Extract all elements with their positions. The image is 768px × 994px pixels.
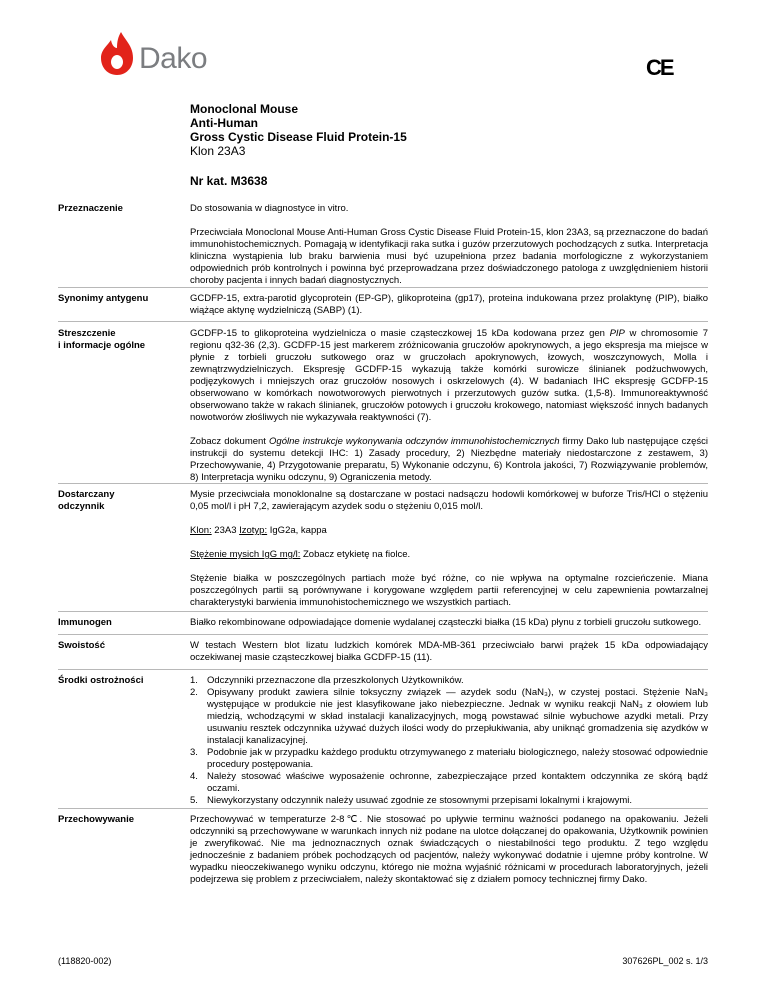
- precaution-item: [190, 687, 708, 747]
- dostarczany-label-line1: Dostarczany: [58, 489, 115, 500]
- catalog-number: Nr kat. M3638: [190, 174, 268, 188]
- section-label-srodki: Środki ostrożności: [58, 675, 144, 686]
- precaution-text: Niewykorzystany odczynnik należy usuwać zgodnie ze stosownymi przepisami lokalnymi i krajowymi.: [207, 795, 633, 806]
- stezenie-label: Stężenie mysich IgG mg/l:: [190, 549, 301, 560]
- precaution-text: Odczynniki przeznaczone dla przeszkolonych Użytkowników.: [207, 675, 464, 686]
- gene-name: PIP: [609, 328, 625, 339]
- precaution-text: Podobnie jak w przypadku każdego produktu otrzymywanego z materiału biologicznego, należy stosować odpowiednie procedury postępowania.: [207, 747, 708, 770]
- dostarczany-p1: Mysie przeciwciała monoklonalne są dostarczane w postaci nadsączu hodowli komórkowej w buforze Tris/HCl o stężeniu 0,05 mol/l i pH 7,2, zawierającym azydek sodu o stężeniu 0,015 mol/l.: [190, 489, 708, 512]
- precaution-text: Należy stosować właściwe wyposażenie ochronne, zabezpieczające przed kontaktem odczynnika ze skórą bądź oczami.: [207, 771, 708, 794]
- product-title: [190, 102, 407, 158]
- divider: [58, 611, 708, 612]
- dostarczany-klon-izotyp: Klon: 23A3 Izotyp: IgG2a, kappa: [190, 525, 327, 536]
- section-label-dostarczany: [58, 489, 115, 513]
- streszczenie-label-line2: i informacje ogólne: [58, 340, 146, 351]
- dostarczany-stezenie: Stężenie mysich IgG mg/l: Zobacz etykietę na fiolce.: [190, 549, 411, 560]
- precaution-number: 2.: [190, 687, 198, 698]
- section-body-synonimy: GCDFP-15, extra-parotid glycoprotein (EP-GP), glikoproteina (gp17), proteina indukowana przez prolaktynę (PIP), białko wiążące aktynę wydzielniczą (SABP) (1).: [190, 293, 708, 316]
- section-body-dostarczany: [190, 489, 708, 609]
- klon-label: Klon:: [190, 525, 212, 536]
- streszczenie-p1: GCDFP-15 to glikoproteina wydzielnicza o masie cząsteczkowej 15 kDa kodowana przez gen PIP w chromosomie 7 regionu q32-36 (2,3). GCDFP-15 jest markerem zróżnicowania gruczołów apokrynowych, a jego ekspresja ma miejsce w płynie z torbieli gruczołu sutkowego oraz w gruczołach apokrynowych, łzowych, woszczynowych, Molla i zewnątrzwydzielniczych. Ekspresję GCDFP-15 wykazują także komórki surowicze ślinianek podżuchwowych, podjęzykowych i mniejszych oraz gruczołów nosowych i oskrzelowych (4). W badaniach IHC ekspresję GCDFP-15 obserwowano w komórkach nowotworowych pierwotnych i przerzutowych guzów sutka. (1,5-8). Immunoreaktywność obserwowano także w rakach ślinianek, gruczołów potowych i gruczołu krokowego, natomiast większość innych badanych nowotworów złośliwych nie wykazywała reaktywności (7).: [190, 328, 708, 423]
- section-body-przeznaczenie: [190, 203, 708, 287]
- streszczenie-p2: Zobacz dokument Ogólne instrukcje wykonywania odczynów immunohistochemicznych firmy Dako lub następujące części instrukcji do systemu detekcji IHC: 1) Zasady procedury, 2) Niezbędne materiały niedostarczone z zestawem, 3) Przechowywanie, 4) Przygotowanie preparatu, 5) Wykonanie odczynu, 6) Kontrola jakości, 7) Rozwiązywanie problemów, 8) Interpretacja wyniku odczynu, 9) Ograniczenia metody.: [190, 436, 709, 483]
- product-line-3: Gross Cystic Disease Fluid Protein-15: [190, 130, 407, 144]
- przeznaczenie-p2: Przeciwciała Monoclonal Mouse Anti-Human Gross Cystic Disease Fluid Protein-15, klon 23A3, są przeznaczone do badań immunohistochemicznych. Pomagają w identyfikacji raka sutka i guzów przerzutowych pochodzących z sutka. Interpretacja kliniczna wystąpienia lub braku barwienia musi być uzupełniona przez badania morfologiczne z wykorzystaniem odpowiednich prób kontrolnych i powinna być przeprowadzana przez doświadczonego patologa z uwzględnieniem historii choroby pacjenta i innych badań diagnostycznych.: [190, 227, 708, 286]
- product-line-1: Monoclonal Mouse: [190, 102, 298, 116]
- izotyp-label: Izotyp:: [239, 525, 268, 536]
- section-label-swoistosc: Swoistość: [58, 640, 105, 651]
- section-label-synonimy: Synonimy antygenu: [58, 293, 149, 304]
- dostarczany-p4: Stężenie białka w poszczególnych partiach może być różne, co nie wpływa na optymalne rozcieńczenie. Miana poszczególnych partii są porównywane i korygowane względem partii referencyjnej w celu zapewnienia powtarzalnej charakterystyki barwienia immunohistochemicznego we wszystkich partiach.: [190, 573, 708, 608]
- section-label-immunogen: Immunogen: [58, 617, 112, 628]
- section-body-immunogen: Białko rekombinowane odpowiadające domenie wydalanej cząsteczki białka (15 kDa) płynu z torbieli gruczołu sutkowego.: [190, 617, 702, 628]
- section-body-swoistosc: W testach Western blot lizatu ludzkich komórek MDA-MB-361 przeciwciało barwi prążek 15 kDa odpowiadający oczekiwanej masie cząsteczkowej białka GCDFP-15 (11).: [190, 640, 708, 663]
- section-body-przechowywanie: Przechowywać w temperaturze 2-8℃. Nie stosować po upływie terminu ważności podanego na opakowaniu. Jeżeli odczynniki są przechowywane w warunkach innych niż podane na ulotce dołączanej do opakowania, Użytkownik powinien je zweryfikować. Nie ma jednoznacznych oznak świadczących o niestabilności tego produktu. Z tego względu jednocześnie z badaniem próbek pochodzących od pacjentów, należy wykonywać dodatnie i ujemne próby kontrolne. W wypadku nieoczekiwanego wyniku odczynu, którego nie można wyjaśnić różnicami w procedurach laboratoryjnych, jeżeli podejrzewa się problem z przeciwciałem, należy skontaktować się z działem pomocy technicznej firmy Dako.: [190, 814, 708, 885]
- precaution-number: 5.: [190, 795, 198, 806]
- divider: [58, 483, 708, 484]
- precautions-list: [190, 675, 708, 807]
- divider: [58, 808, 708, 809]
- section-label-streszczenie: [58, 328, 145, 352]
- logo-wordmark: Dako: [139, 42, 208, 75]
- precaution-number: 4.: [190, 771, 198, 782]
- precaution-item: [190, 675, 708, 687]
- dostarczany-label-line2: odczynnik: [58, 501, 105, 512]
- document-title: Ogólne instrukcje wykonywania odczynów immunohistochemicznych: [269, 436, 560, 447]
- divider: [58, 287, 708, 288]
- precaution-number: 1.: [190, 675, 198, 686]
- divider: [58, 669, 708, 670]
- divider: [58, 634, 708, 635]
- product-clone: Klon 23A3: [190, 144, 246, 158]
- ce-mark: CE: [646, 55, 673, 80]
- footer-page-number: 307626PL_002 s. 1/3: [622, 956, 708, 966]
- precaution-item: [190, 747, 708, 771]
- precaution-item: [190, 795, 708, 807]
- precaution-text: Opisywany produkt zawiera silnie toksyczny związek — azydek sodu (NaN₃), w czystej postaci. Stężenie NaN₃ występujące w produkcie nie jest klasyfikowane jako niebezpieczne. Jednak w wyniku reakcji NaN₃ z ołowiem lub miedzią, wchodzącymi w skład instalacji kanalizacyjnych, mogą powstawać silnie wybuchowe azydki metali. Przy usuwaniu resztek odczynnika używać dużych ilości wody do przepłukiwania, aby uniknąć gromadzenia się azydków w instalacji kanalizacyjnej.: [207, 687, 708, 746]
- divider: [58, 321, 708, 322]
- product-line-2: Anti-Human: [190, 116, 258, 130]
- streszczenie-label-line1: Streszczenie: [58, 328, 116, 339]
- section-label-przechowywanie: Przechowywanie: [58, 814, 135, 825]
- precaution-item: [190, 771, 708, 795]
- section-body-srodki: [190, 675, 708, 807]
- footer-document-code: (118820-002): [58, 956, 112, 966]
- precaution-number: 3.: [190, 747, 198, 758]
- section-label-przeznaczenie: Przeznaczenie: [58, 203, 123, 214]
- przeznaczenie-p1: Do stosowania w diagnostyce in vitro.: [190, 203, 349, 214]
- section-body-streszczenie: [190, 328, 708, 484]
